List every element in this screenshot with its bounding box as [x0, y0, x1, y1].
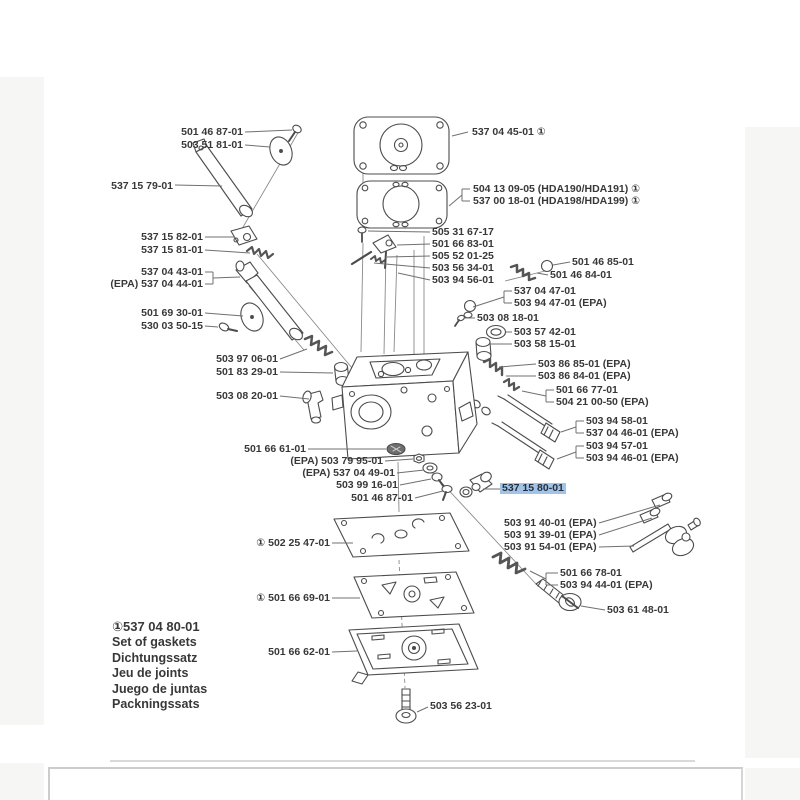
choke-lever-shaft	[236, 261, 305, 342]
part-label: 505 52 01-25	[432, 250, 494, 262]
part-label: (EPA) 503 79 95-01	[290, 455, 383, 467]
part-label: 537 04 45-01 ①	[472, 126, 546, 138]
part-label: 504 13 09-05 (HDA190/HDA191) ①	[473, 183, 641, 195]
legend-name-de: Dichtungssatz	[112, 650, 198, 665]
part-label: 537 15 81-01	[141, 244, 203, 256]
metering-lever-set	[352, 227, 396, 268]
part-label: 503 86 84-01 (EPA)	[538, 370, 631, 382]
part-label: 503 94 56-01	[432, 274, 494, 286]
inlet-screen-parts	[455, 301, 506, 361]
part-label: 503 86 85-01 (EPA)	[538, 358, 631, 370]
part-label: 503 94 58-01	[586, 415, 648, 427]
part-label: 503 08 18-01	[477, 312, 539, 324]
legend-name-fr: Jeu de joints	[112, 666, 189, 680]
part-label: 504 21 00-50 (EPA)	[556, 396, 649, 408]
needle-springs	[484, 359, 519, 390]
speed-needles	[470, 395, 560, 469]
legend-part-number: ①537 04 80-01	[112, 619, 200, 634]
legend-name-sv: Packningssats	[112, 697, 200, 711]
part-label: 503 94 57-01	[586, 440, 648, 452]
part-label: 503 56 23-01	[430, 700, 492, 712]
pump-cover	[349, 624, 478, 684]
bottom-screw	[396, 689, 416, 723]
part-label: 503 94 44-01 (EPA)	[560, 579, 653, 591]
part-label: 503 08 20-01	[216, 390, 278, 402]
gasket-set-legend	[112, 619, 207, 713]
part-label: 503 56 34-01	[432, 262, 494, 274]
part-label: 503 58 15-01	[514, 338, 576, 350]
part-label: (EPA) 537 04 49-01	[302, 467, 395, 479]
part-label: 501 66 77-01	[556, 384, 618, 396]
diaphragm-cover	[354, 117, 449, 174]
part-label: ① 502 25 47-01	[256, 537, 330, 549]
part-label: 537 00 18-01 (HDA198/HDA199) ①	[473, 195, 641, 207]
part-label: 501 66 62-01	[268, 646, 330, 658]
part-label: (EPA) 537 04 44-01	[110, 278, 203, 290]
part-label: 503 57 42-01	[514, 326, 576, 338]
choke-plate-screw	[218, 300, 267, 335]
part-label: 537 04 43-01	[141, 266, 203, 278]
part-label: 501 83 29-01	[216, 366, 278, 378]
throttle-shaft	[193, 139, 255, 219]
part-label: 503 91 54-01 (EPA)	[504, 541, 597, 553]
part-label: 501 46 87-01	[351, 492, 413, 504]
part-label: 503 51 81-01	[181, 139, 243, 151]
part-label: 503 99 16-01	[336, 479, 398, 491]
highlighted-elbow-fitting	[460, 470, 493, 497]
legend-name-es: Juego de juntas	[112, 681, 208, 696]
carburetor-body	[332, 352, 477, 459]
cover-gasket	[357, 181, 447, 228]
part-label: 503 91 40-01 (EPA)	[504, 517, 597, 529]
part-label: 501 66 78-01	[560, 567, 622, 579]
metering-gasket-plate	[334, 513, 469, 557]
pump-diaphragm	[354, 572, 474, 618]
part-label: 537 04 46-01 (EPA)	[586, 427, 679, 439]
nipples-choke-shaft	[630, 492, 702, 559]
throttle-lever-spring	[231, 226, 273, 258]
part-label: 501 46 84-01	[550, 269, 612, 281]
part-label: 503 94 47-01 (EPA)	[514, 297, 607, 309]
part-label: 530 03 50-15	[141, 320, 203, 332]
part-label: 501 66 83-01	[432, 238, 494, 250]
choke-return-spring	[302, 336, 349, 423]
part-label: 537 04 47-01	[514, 285, 576, 297]
part-label: 501 46 85-01	[572, 256, 634, 268]
part-label: 503 61 48-01	[607, 604, 669, 616]
part-label: 503 94 46-01 (EPA)	[586, 452, 679, 464]
part-label: 503 91 39-01 (EPA)	[504, 529, 597, 541]
part-label: 501 69 30-01	[141, 307, 203, 319]
part-label: 501 66 61-01	[244, 443, 306, 455]
part-label: ① 501 66 69-01	[256, 592, 330, 604]
part-label-highlighted[interactable]: 537 15 80-01	[502, 482, 564, 494]
part-label: 537 15 79-01	[111, 180, 173, 192]
part-label: 537 15 82-01	[141, 231, 203, 243]
part-label: 501 46 87-01	[181, 126, 243, 138]
part-label: 505 31 67-17	[432, 226, 494, 238]
part-label: 503 97 06-01	[216, 353, 278, 365]
legend-name-en: Set of gaskets	[112, 635, 197, 649]
ball-spring	[511, 261, 553, 281]
